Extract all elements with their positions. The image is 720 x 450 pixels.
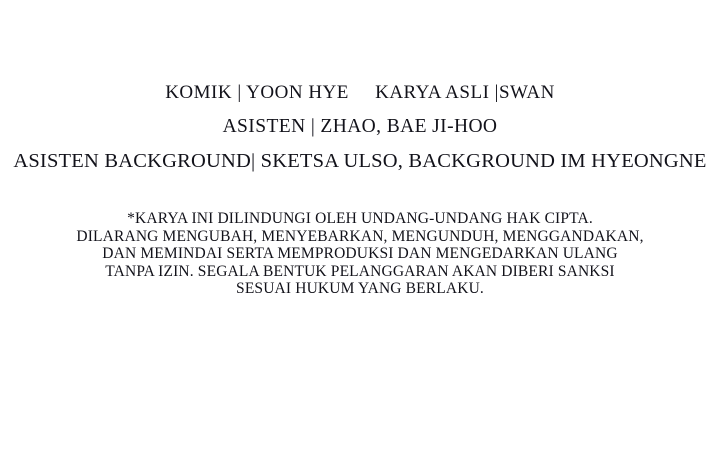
notice-line-3: DAN MEMINDAI SERTA MEMPRODUKSI DAN MENGEDARKAN ULANG [102, 245, 618, 262]
credit-line-assistant: ASISTEN | ZHAO, BAE JI-HOO [222, 116, 498, 137]
notice-line-4: TANPA IZIN. SEGALA BENTUK PELANGGARAN AKAN DIBERI SANKSI [105, 262, 615, 280]
credits-block [0, 76, 720, 178]
copyright-notice-block [0, 210, 720, 298]
notice-line-5: SESUAI HUKUM YANG BERLAKU. [236, 280, 484, 297]
notice-line-2: DILARANG MENGUBAH, MENYEBARKAN, MENGUNDUH, MENGGANDAKAN, [76, 227, 644, 245]
credit-line-author: KOMIK | YOON HYE KARYA ASLI |SWAN [165, 82, 555, 103]
credit-line-background-assistant: ASISTEN BACKGROUND| SKETSA ULSO, BACKGROUND IM HYEONGNE [13, 150, 707, 172]
notice-line-1: *KARYA INI DILINDUNGI OLEH UNDANG-UNDANG HAK CIPTA. [127, 210, 593, 227]
